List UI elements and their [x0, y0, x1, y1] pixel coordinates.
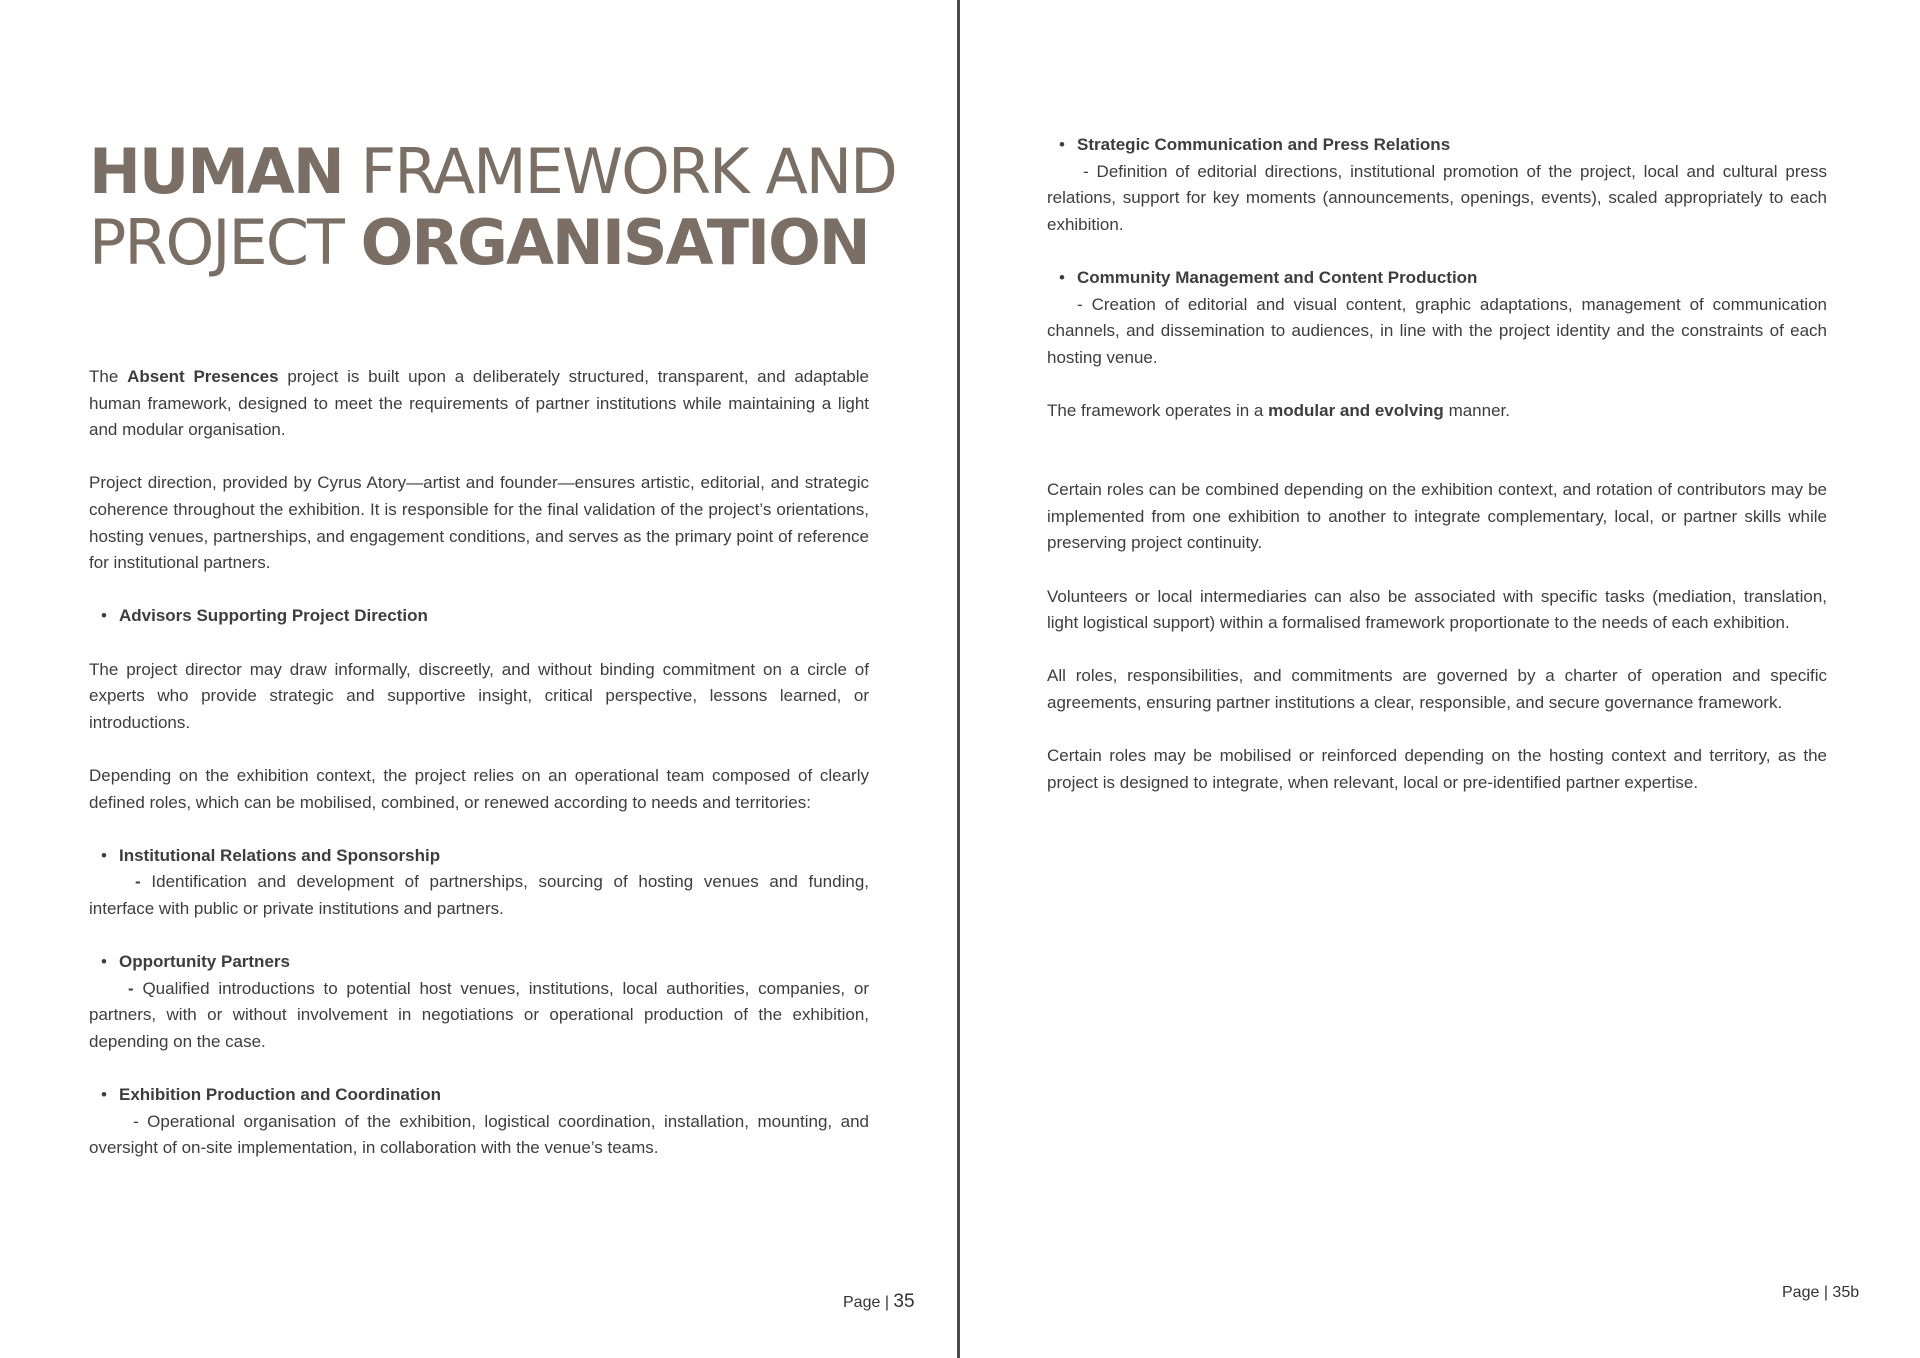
role-heading: • Opportunity Partners	[89, 949, 869, 976]
title-light-framework: FRAMEWORK AND	[360, 135, 896, 208]
role-dash: -	[1077, 294, 1083, 314]
roles-combined-paragraph: Certain roles can be combined depending on the exhibition context, and rotation of contributors may be implemented from one exhibition to another to integrate complementary, local, or partner skills while preserving project continuity.	[1047, 480, 1827, 553]
intro-paragraph	[89, 364, 869, 444]
role-text: Qualified introductions to potential host venues, institutions, local authorities, companies, or partners, with or without involvement in negotiations or operational production of the exhibition, depending on the case.	[89, 978, 869, 1051]
role-text: Operational organisation of the exhibition, logistical coordination, installation, mounting, and oversight of on-site implementation, in collaboration with the venue’s teams.	[89, 1111, 869, 1158]
role-text: Creation of editorial and visual content, graphic adaptations, management of communication channels, and dissemination to audiences, in line with the project identity and the constraints of each hosting venue.	[1047, 294, 1827, 367]
advisors-paragraph: The project director may draw informally, discreetly, and without binding commitment on a circle of experts who provide strategic and supportive insight, critical perspective, lessons learned, or introductions.	[89, 659, 869, 732]
right-page	[962, 0, 1920, 1358]
role-description	[89, 1109, 869, 1162]
modular-pre: The framework operates in a	[1047, 400, 1264, 420]
left-body	[89, 364, 869, 1188]
role-text: Identification and development of partnerships, sourcing of hosting venues and funding, interface with public or private institutions and partners.	[89, 872, 869, 918]
left-page	[0, 0, 958, 1358]
territory-paragraph: Certain roles may be mobilised or reinforced depending on the hosting context and territory, as the project is designed to integrate, when relevant, local or pre-identified partner expertise.	[1047, 746, 1827, 792]
charter-paragraph: All roles, responsibilities, and commitments are governed by a charter of operation and specific agreements, ensuring partner institutions a clear, responsible, and secure governance framework.	[1047, 666, 1827, 712]
volunteers-paragraph: Volunteers or local intermediaries can also be associated with specific tasks (mediation, translation, light logistical support) within a formalised framework proportionate to the needs of each exhibition.	[1047, 586, 1827, 633]
role-dash: -	[128, 978, 134, 998]
role-description	[89, 869, 869, 922]
advisors-heading: • Advisors Supporting Project Direction	[89, 603, 869, 630]
role-description	[1047, 159, 1827, 239]
title-bold-human: HUMAN	[89, 135, 343, 208]
role-text: Definition of editorial directions, institutional promotion of the project, local and cultural press relations, support for key moments (announcements, openings, events), scaled appropriately to each exhibition.	[1047, 161, 1827, 234]
right-body	[1047, 132, 1827, 823]
role-heading: • Community Management and Content Production	[1047, 265, 1827, 292]
role-dash: -	[1083, 161, 1089, 181]
role-heading: • Exhibition Production and Coordination	[89, 1082, 869, 1109]
page-number: Page | 35b	[1782, 1284, 1860, 1301]
page-divider	[957, 0, 960, 1358]
project-name: Absent Presences	[127, 367, 279, 386]
role-dash: -	[133, 1111, 139, 1131]
direction-paragraph: Project direction, provided by Cyrus Atory—artist and founder—ensures artistic, editorial, and strategic coherence throughout the exhibition. It is responsible for the final validation of the project’s orientations, hosting venues, partnerships, and engagement conditions, and serves as the primary point of reference for institutional partners.	[89, 473, 869, 573]
intro-pre: The	[89, 367, 119, 386]
modular-paragraph	[1047, 398, 1827, 425]
role-heading: • Strategic Communication and Press Relations	[1047, 132, 1827, 159]
page-number-value: 35	[893, 1291, 915, 1312]
title-light-project: PROJECT	[89, 206, 343, 279]
intro-post: project is built upon a deliberately structured, transparent, and adaptable human framework, designed to meet the requirements of partner institutions while maintaining a light and modular organisation.	[89, 367, 869, 440]
modular-bold: modular and evolving	[1268, 400, 1444, 420]
role-heading: • Institutional Relations and Sponsorship	[89, 843, 869, 870]
modular-post: manner.	[1448, 400, 1510, 420]
role-description	[1047, 292, 1827, 372]
page-number-label: Page |	[843, 1294, 889, 1311]
title-bold-organisation: ORGANISATION	[360, 206, 869, 279]
page-number	[843, 1291, 915, 1313]
role-dash: -	[135, 872, 141, 892]
role-description	[89, 976, 869, 1056]
page-title	[89, 136, 896, 278]
team-paragraph: Depending on the exhibition context, the project relies on an operational team composed of clearly defined roles, which can be mobilised, combined, or renewed according to needs and territories:	[89, 765, 869, 812]
